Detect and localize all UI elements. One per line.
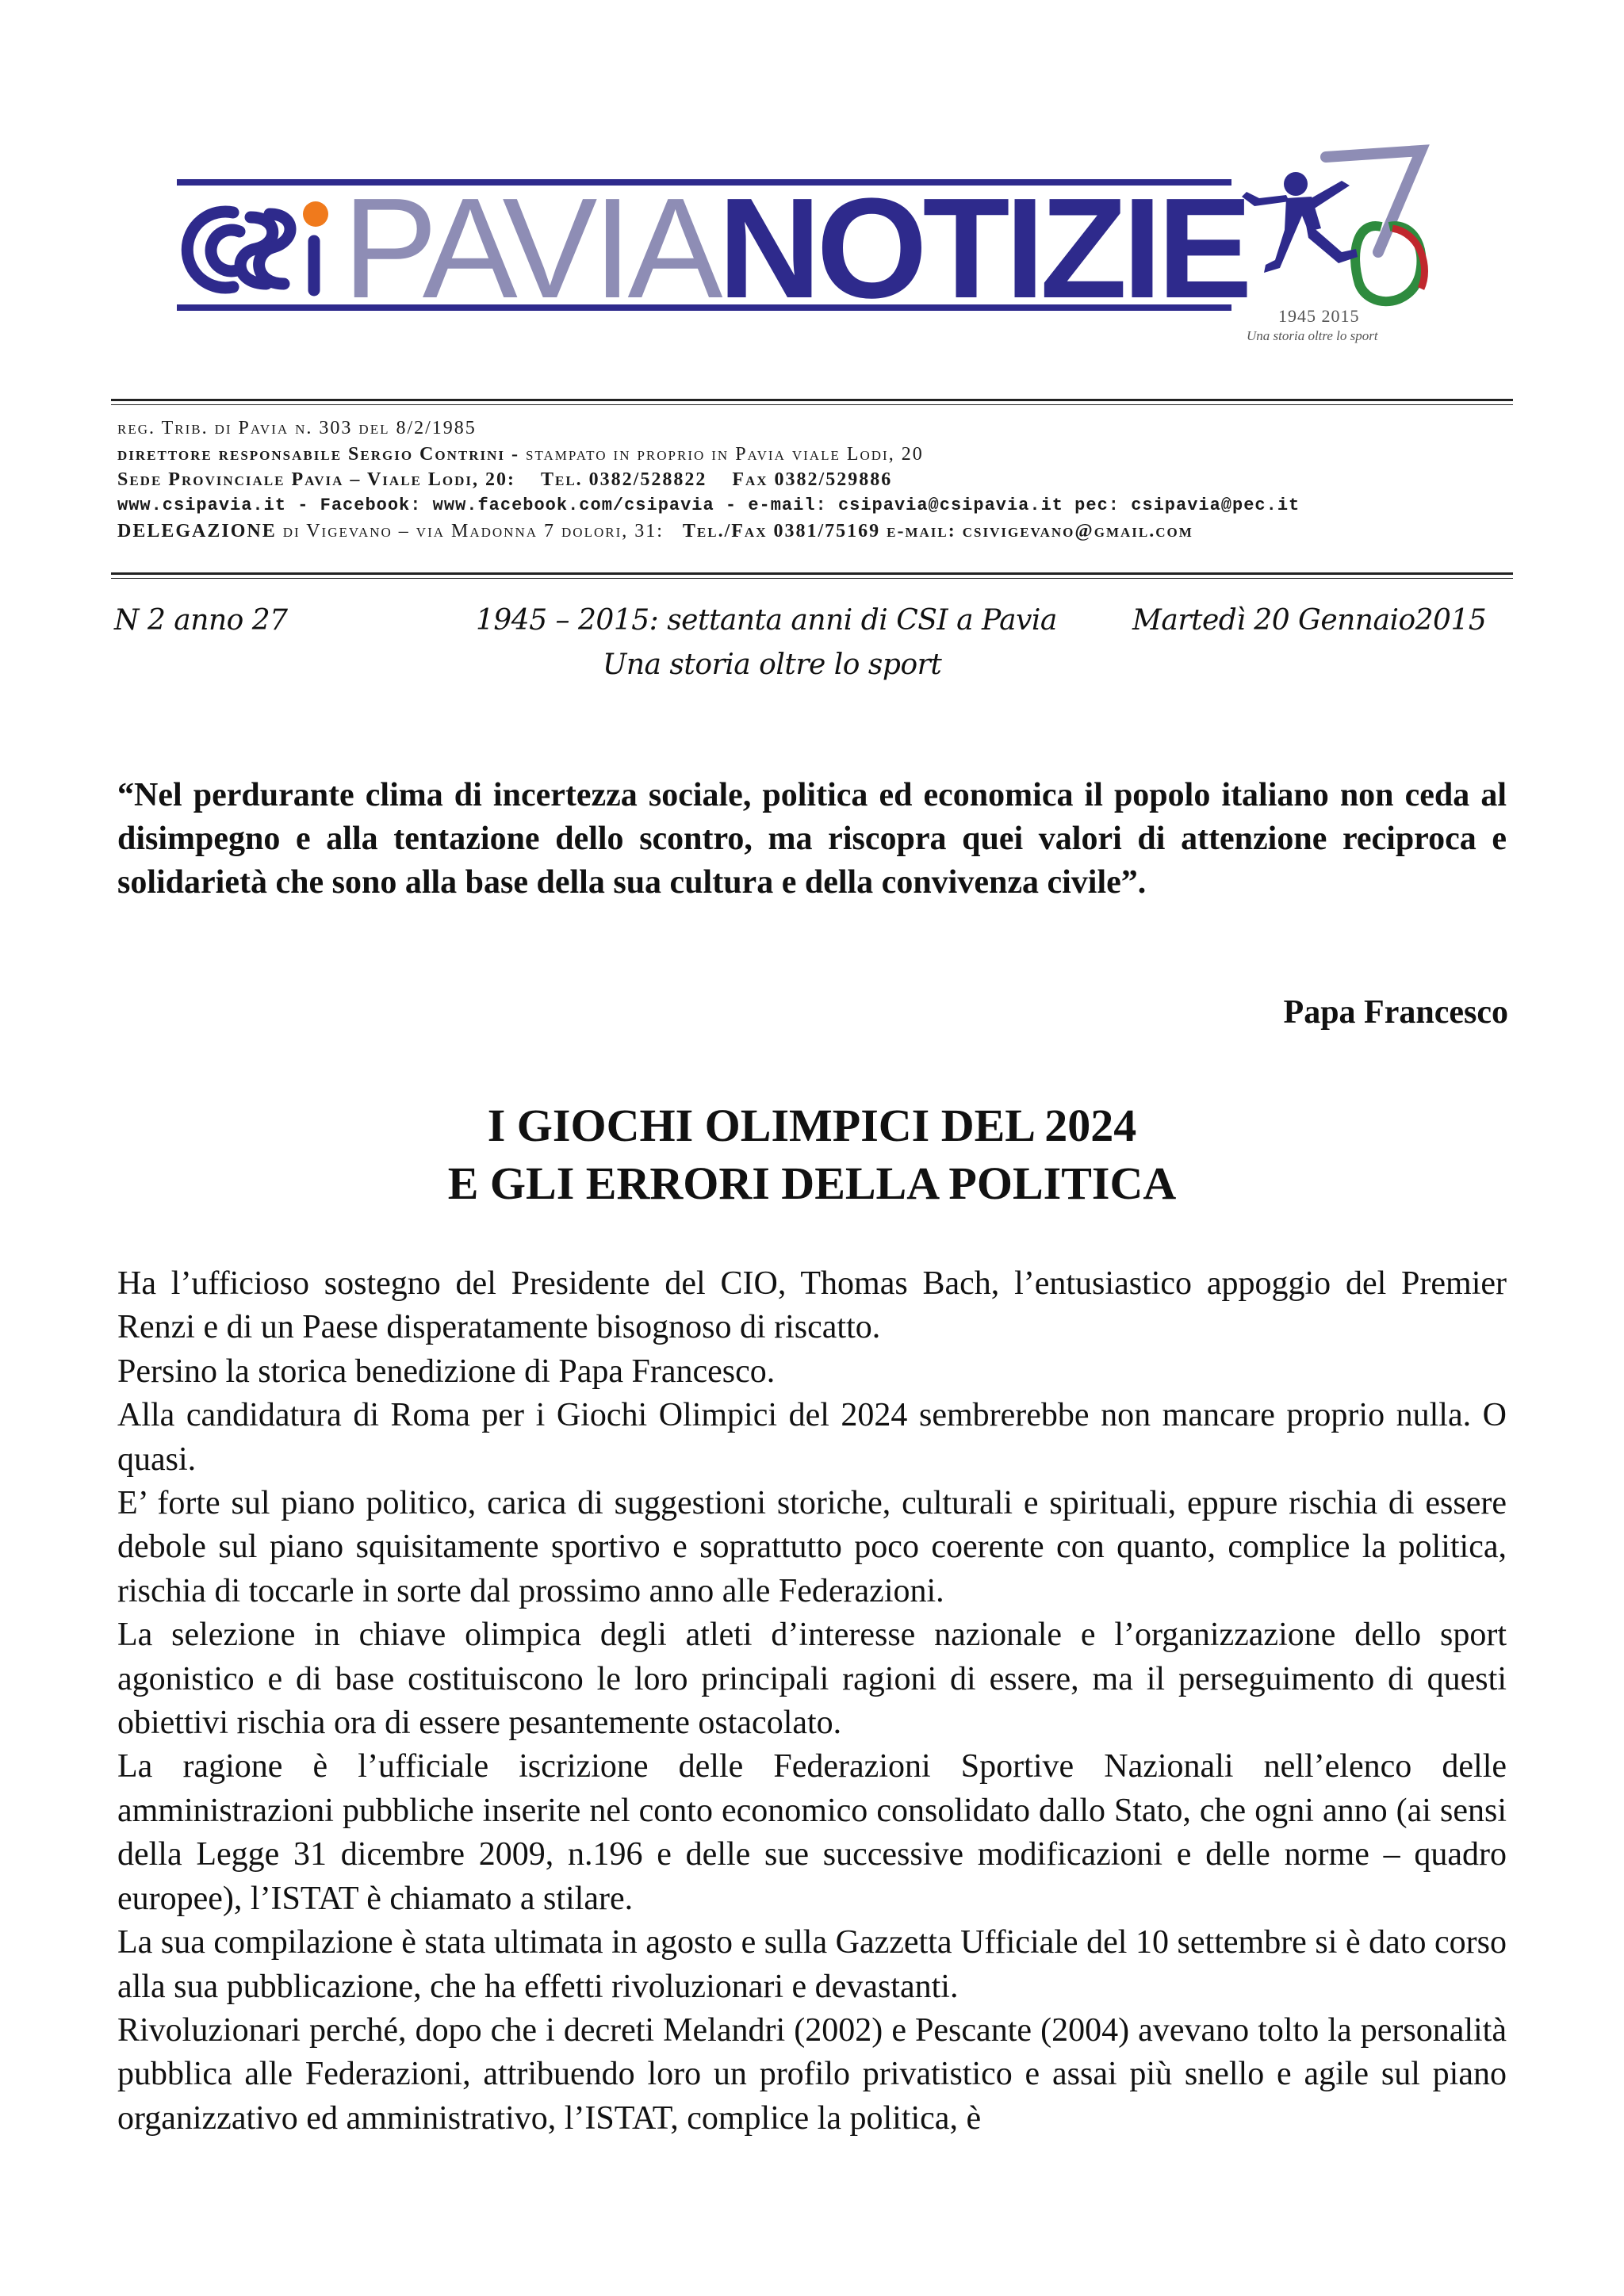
registration-bottom-rule [111,572,1513,579]
issue-motto-subtitle: Una storia oltre lo sport [603,649,942,681]
registration-block [117,415,1513,545]
article-paragraph: E’ forte sul piano politico, carica di suggestioni storiche, culturali e spirituali, eppure rischia di essere debole sul piano squisitamente sportivo e soprattutto poco coerente con quanto, complice la politica, rischia di toccarle in sorte dal prossimo anno alle Federazioni. [117,1485,1507,1609]
registration-contacts: www.csipavia.it - Facebook: www.facebook.com/csipavia - e-mail: csipavia@csipavia.it pec: csipavia@pec.it [117,495,1300,515]
quote-text: “Nel perdurante clima di incertezza sociale, politica ed economica il popolo italiano non ceda al disimpegno e alla tentazione dello scontro, ma riscopra quei valori di attenzione reciproca e solidarietà che sono alla base della sua cultura e della convivenza civile”. [117,777,1507,901]
masthead [174,133,1443,355]
article-paragraph: Ha l’ufficioso sostegno del Presidente del CIO, Thomas Bach, l’entusiastico appoggio del Premier Renzi e di un Paese disperatamente bisognoso di riscatto. [117,1265,1507,1346]
article-body [117,1262,1507,2141]
registration-line-3 [117,467,1513,493]
provincial-tel: Tel. 0382/528822 [540,469,707,490]
masthead-title [343,169,1248,328]
printing-info: stampato in proprio in Pavia viale Lodi, 20 [519,443,924,465]
vigevano-contacts: Tel./Fax 0381/75169 e-mail: csivigevano@gmail.com [682,521,1193,541]
anniversary-70-logo [1223,133,1445,316]
quote-author: Papa Francesco [1283,994,1508,1031]
article-paragraph: La ragione è l’ufficiale iscrizione delle Federazioni Sportive Nazionali nell’elenco delle amministrazioni pubbliche inserite nel conto economico consolidato dallo Stato, che ogni anno (ai sensi della Legge 31 dicembre 2009, n.196 e delle sue successive modificazioni e delle norme – quadro europee), l’ISTAT è chiamato a stilare. [117,1748,1507,1917]
registration-line-2 [117,442,1513,468]
masthead-pavia: PAVIA [343,169,718,328]
article-headline [0,1096,1624,1212]
anniversary-tagline: Una storia oltre lo sport [1247,328,1378,343]
issue-number: N 2 anno 27 [114,604,288,637]
vigevano-label: DELEGAZIONE [117,521,277,541]
provincial-fax: Fax 0382/529886 [732,469,893,490]
headline-line-2: E GLI ERRORI DELLA POLITICA [447,1158,1177,1209]
director-label: direttore responsabile Sergio Contrini - [117,443,520,465]
vigevano-address: di Vigevano – via Madonna 7 dolori, 31: [276,521,664,541]
article-paragraph: Rivoluzionari perché, dopo che i decreti Melandri (2002) e Pescante (2004) avevano tolto la personalità pubblica alle Federazioni, attribuendo loro un profilo privatistico e assai più snello e agile sul piano organizzativo ed amministrativo, l’ISTAT, complice la politica, è [117,2011,1507,2137]
masthead-notizie: NOTIZIE [718,169,1248,328]
headline-line-1: I GIOCHI OLIMPICI DEL 2024 [487,1100,1137,1151]
csi-logo-mark [178,193,336,300]
registration-top-rule [111,399,1513,405]
article-paragraph: La selezione in chiave olimpica degli atleti d’interesse nazionale e l’organizzazione dello sport agonistico e di base costituiscono le loro principali ragioni di essere, ma il perseguimento di questi obiettivi rischia ora di essere pesantemente ostacolato. [117,1617,1507,1742]
article-paragraph: Persino la storica benedizione di Papa Francesco. [117,1353,776,1390]
registration-line-1: reg. Trib. di Pavia n. 303 del 8/2/1985 [117,418,477,438]
anniversary-years: 1945 2015 [1278,306,1360,326]
registration-line-5 [117,519,1513,545]
article-paragraph: La sua compilazione è stata ultimata in agosto e sulla Gazzetta Ufficiale del 10 settembre si è dato corso alla sua pubblicazione, che ha effetti rivoluzionari e devastanti. [117,1924,1507,2005]
issue-date: Martedì 20 Gennaio2015 [1132,604,1487,637]
article-paragraph: Alla candidatura di Roma per i Giochi Olimpici del 2024 sembrerebbe non mancare proprio nulla. O quasi. [117,1397,1507,1478]
provincial-office-label: Sede Provinciale [117,469,285,490]
provincial-office-address: Pavia – Viale Lodi, 20: [285,469,515,490]
issue-motto: 1945 – 2015: settanta anni di CSI a Pavia [476,604,1057,637]
